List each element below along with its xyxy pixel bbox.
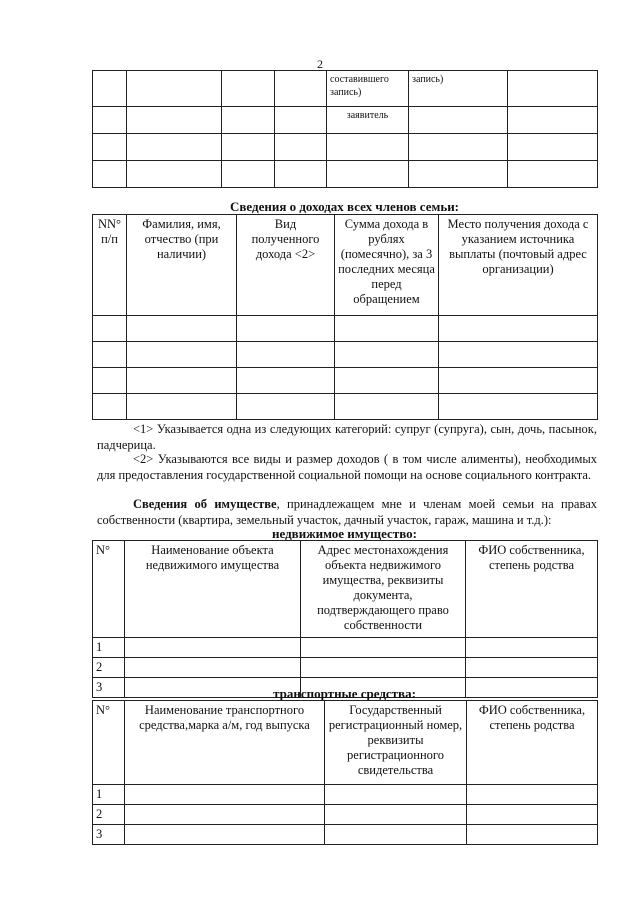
header-owner: ФИО собственника, степень родства (466, 541, 598, 638)
header-realty-name: Наименование объекта недвижимого имущества (125, 541, 301, 638)
row-number: 3 (93, 678, 125, 698)
vehicles-table (92, 700, 598, 845)
row-number: 3 (93, 825, 125, 845)
table-row (93, 658, 598, 678)
table-row (93, 71, 598, 107)
table-row (93, 825, 598, 845)
vehicles-header-row (93, 701, 598, 785)
table-row (93, 785, 598, 805)
table-row (93, 342, 598, 368)
footnote-2: <2> Указываются все виды и размер доходов ( в том числе алименты), необходимых для предоставления государственной социальной помощи на основе социального контракта. (97, 452, 597, 482)
family-table-continuation (92, 70, 598, 188)
row-number: 2 (93, 805, 125, 825)
header-number: N° (93, 701, 125, 785)
cell-record: запись) (409, 71, 508, 107)
header-owner: ФИО собственника, степень родства (467, 701, 598, 785)
cell-compiler: составившего запись) (327, 71, 409, 107)
header-vehicle-registration: Государственный регистрационный номер, реквизиты регистрационного свидетельства (325, 701, 467, 785)
header-income-amount: Сумма дохода в рублях (помесячно), за 3 последних месяца перед обращением (335, 215, 439, 316)
footnote-1: <1> Указывается одна из следующих категорий: супруг (супруга), сын, дочь, пасынок, падчерица. (97, 422, 597, 452)
row-number: 2 (93, 658, 125, 678)
table-row (93, 316, 598, 342)
table-row (93, 394, 598, 420)
realty-header-row (93, 541, 598, 638)
row-number: 1 (93, 785, 125, 805)
property-intro (97, 497, 597, 528)
vehicles-title: транспортные средства: (273, 686, 416, 701)
income-title: Сведения о доходах всех членов семьи: (229, 199, 460, 214)
income-table (92, 214, 598, 420)
cell-applicant: заявитель (327, 107, 409, 134)
table-row (93, 638, 598, 658)
realty-title: недвижимое имущество: (272, 526, 417, 541)
header-number: NN° п/п (93, 215, 127, 316)
row-number: 1 (93, 638, 125, 658)
table-row (93, 161, 598, 188)
header-income-type: Вид полученного дохода <2> (237, 215, 335, 316)
income-header-row (93, 215, 598, 316)
table-row (93, 134, 598, 161)
header-vehicle-name: Наименование транспортного средства,марка а/м, год выпуска (125, 701, 325, 785)
header-income-source: Место получения дохода с указанием источника выплаты (почтовый адрес организации) (439, 215, 598, 316)
property-intro-bold: Сведения об имуществе (133, 497, 277, 511)
table-row (93, 368, 598, 394)
header-full-name: Фамилия, имя, отчество (при наличии) (127, 215, 237, 316)
table-row (93, 107, 598, 134)
property-intro-rest: , принадлежащем мне и членам моей семьи на правах собственности (квартира, земельный участок, дачный участок, гараж, машина и т.д.): (97, 497, 597, 527)
header-number: N° (93, 541, 125, 638)
realty-table (92, 540, 598, 698)
page-number: 2 (317, 57, 323, 71)
header-realty-address: Адрес местонахождения объекта недвижимого имущества, реквизиты документа, подтверждающего право собственности (301, 541, 466, 638)
table-row (93, 805, 598, 825)
